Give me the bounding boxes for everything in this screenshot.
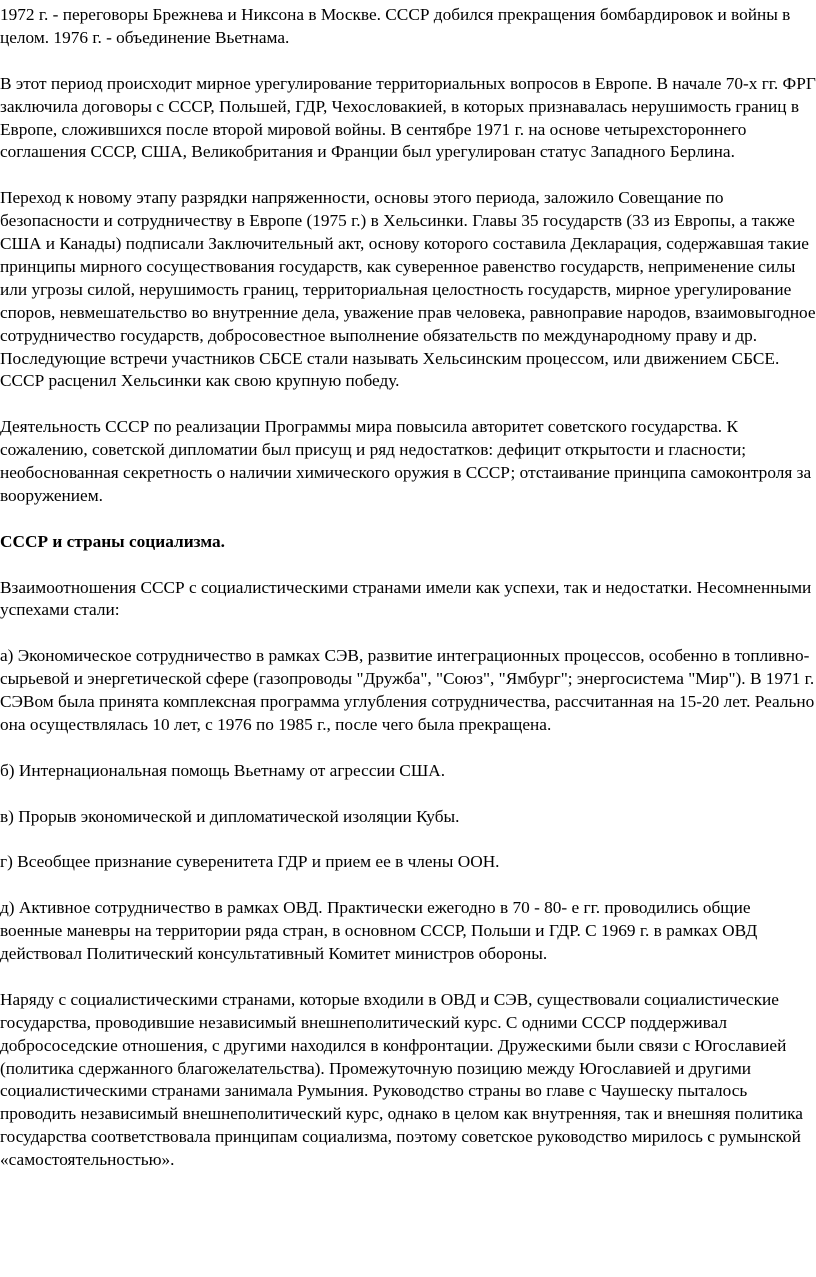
section-heading: СССР и страны социализма. bbox=[0, 531, 225, 551]
paragraph-territorial-settlement: В этот период происходит мирное урегулирование территориальных вопросов в Европе. В начале 70-х гг. ФРГ заключила договоры с СССР, Польшей, ГДР, Чехословакией, в которых признавалась нерушимость границ в Европе, сложившихся после второй мировой войны. В сентябре 1971 г. на основе четырехстороннего соглашения СССР, США, Великобритания и Франции был урегулирован статус Западного Берлина. bbox=[0, 73, 816, 162]
paragraph-peace-program: Деятельность СССР по реализации Программы мира повысила авторитет советского государства. К сожалению, советской дипломатии был присущ и ряд недостатков: дефицит открытости и гласности; необоснованная секретность о наличии химического оружия в СССР; отстаивание принципа самоконтроля за вооружением. bbox=[0, 417, 812, 505]
list-item-v: в) Прорыв экономической и дипломатической изоляции Кубы. bbox=[0, 806, 460, 826]
list-item-d: д) Активное сотрудничество в рамках ОВД. Практически ежегодно в 70 - 80- е гг. проводились общие военные маневры на территории ряда стран, в основном СССР, Польши и ГДР. С 1969 г. в рамках ОВД действовал Политический консультативный Комитет министров обороны. bbox=[0, 898, 758, 963]
list-item-g: г) Всеобщее признание суверенитета ГДР и прием ее в члены ООН. bbox=[0, 852, 500, 872]
paragraph-independent-states: Наряду с социалистическими странами, которые входили в ОВД и СЭВ, существовали социалистические государства, проводившие независимый внешнеполитический курс. С одними СССР поддерживал добрососедские отношения, с другими находился в конфронтации. Дружескими были связи с Югославией (политика сдержанного благожелательства). Промежуточную позицию между Югославией и другими социалистическими странами занимала Румыния. Руководство страны во главе с Чаушеску пыталось проводить независимый внешнеполитический курс, однако в целом как внутренняя, так и внешняя политика государства соответствовала принципам социализма, поэтому советское руководство мирилось с румынской «самостоятельностью». bbox=[0, 989, 803, 1170]
paragraph-helsinki: Переход к новому этапу разрядки напряженности, основы этого периода, заложило Совещание по безопасности и сотрудничеству в Европе (1975 г.) в Хельсинки. Главы 35 государств (33 из Европы, а также США и Канады) подписали Заключительный акт, основу которого составила Декларация, содержавшая такие принципы мирного сосуществования государств, как суверенное равенство государств, неприменение силы или угрозы силой, нерушимость границ, территориальная целостность государств, мирное урегулирование споров, невмешательство во внутренние дела, уважение прав человека, равноправие народов, взаимовыгодное сотрудничество государств, добросовестное выполнение обязательств по международному праву и др. Последующие встречи участников СБСЕ стали называть Хельсинским процессом, или движением СБСЕ. СССР расценил Хельсинки как свою крупную победу. bbox=[0, 188, 816, 391]
list-item-b: б) Интернациональная помощь Вьетнаму от агрессии США. bbox=[0, 760, 446, 780]
paragraph-relations-intro: Взаимоотношения СССР с социалистическими странами имели как успехи, так и недостатки. Несомненными успехами стали: bbox=[0, 577, 812, 620]
list-item-a: а) Экономическое сотрудничество в рамках СЭВ, развитие интеграционных процессов, особенно в топливно-сырьевой и энергетической сфере (газопроводы "Дружба", "Союз", "Ямбург"; энергосистема "Мир"). В 1971 г. СЭВом была принята комплексная программа углубления сотрудничества, рассчитанная на 15-20 лет. Реально она осуществлялась 10 лет, с 1976 по 1985 г., после чего была прекращена. bbox=[0, 646, 815, 734]
paragraph-negotiations: 1972 г. - переговоры Брежнева и Никсона в Москве. СССР добился прекращения бомбардировок и войны в целом. 1976 г. - объединение Вьетнама. bbox=[0, 5, 791, 47]
